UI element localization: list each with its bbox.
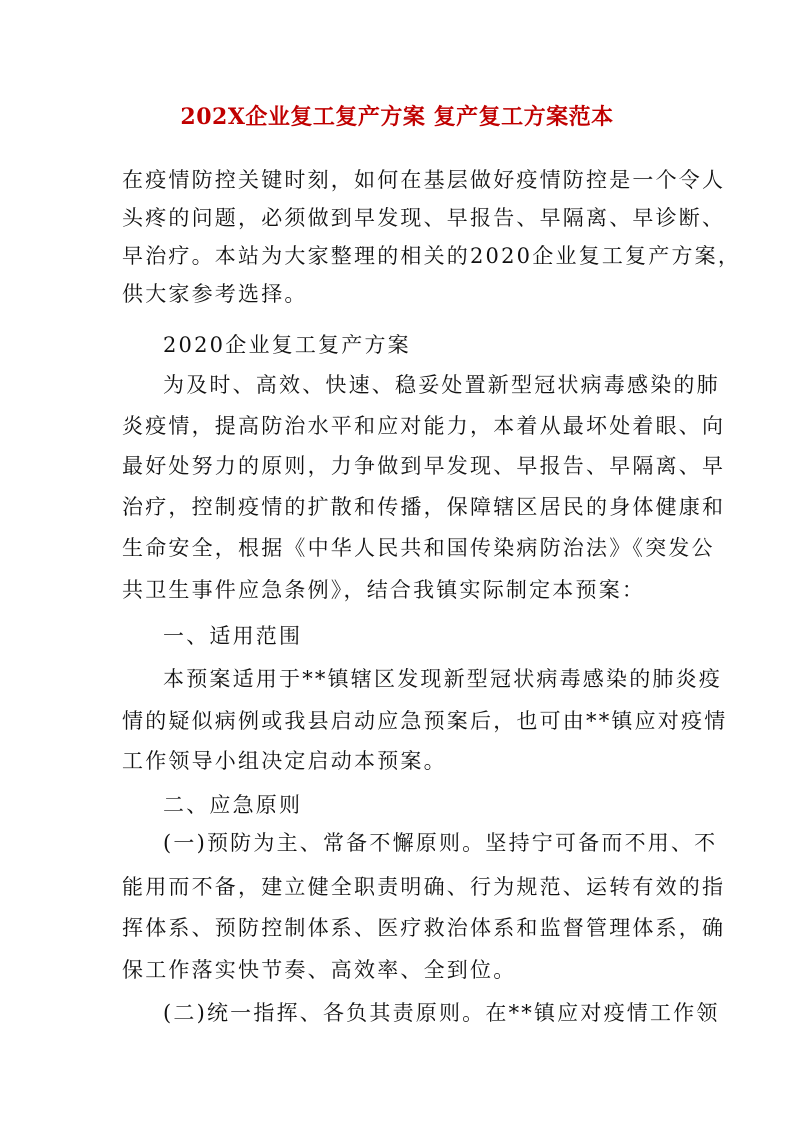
paragraph-line: (一)预防为主、常备不懈原则。坚持宁可备而不用、不	[163, 831, 718, 855]
paragraph-line: 保工作落实快节奏、高效率、全到位。	[122, 958, 517, 982]
paragraph-line: (二)统一指挥、各负其责原则。在**镇应对疫情工作领	[163, 1001, 720, 1025]
paragraph-line: 头疼的问题，必须做到早发现、早报告、早隔离、早诊断、	[122, 206, 726, 230]
paragraph-line: 供大家参考选择。	[122, 282, 308, 306]
paragraph-line: 本预案适用于**镇辖区发现新型冠状病毒感染的肺炎疫	[163, 667, 722, 691]
paragraph-line: 挥体系、预防控制体系、医疗救治体系和监督管理体系，确	[122, 916, 726, 940]
paragraph-line: 工作领导小组决定启动本预案。	[122, 749, 447, 773]
section-heading: 2020企业复工复产方案	[163, 333, 411, 357]
section-heading: 一、适用范围	[163, 624, 303, 648]
paragraph-line: 炎疫情，提高防治水平和应对能力，本着从最坏处着眼、向	[122, 414, 726, 438]
paragraph-line: 治疗，控制疫情的扩散和传播，保障辖区居民的身体健康和	[122, 495, 726, 519]
paragraph-line: 情的疑似病例或我县启动应急预案后，也可由**镇应对疫情	[122, 709, 728, 733]
paragraph-line: 为及时、高效、快速、稳妥处置新型冠状病毒感染的肺	[163, 373, 720, 397]
paragraph-line: 生命安全，根据《中华人民共和国传染病防治法》《突发公	[122, 536, 715, 560]
paragraph-line: 共卫生事件应急条例》，结合我镇实际制定本预案：	[122, 578, 646, 602]
paragraph-line: 在疫情防控关键时刻，如何在基层做好疫情防控是一个令人	[122, 168, 726, 192]
paragraph-line: 最好处努力的原则，力争做到早发现、早报告、早隔离、早	[122, 454, 726, 478]
paragraph-line: 早治疗。本站为大家整理的相关的2020企业复工复产方案，	[122, 244, 742, 268]
paragraph-line: 能用而不备，建立健全职责明确、行为规范、运转有效的指	[122, 875, 726, 899]
document-title: 202X企业复工复产方案 复产复工方案范本	[180, 104, 614, 130]
section-heading: 二、应急原则	[163, 793, 303, 817]
